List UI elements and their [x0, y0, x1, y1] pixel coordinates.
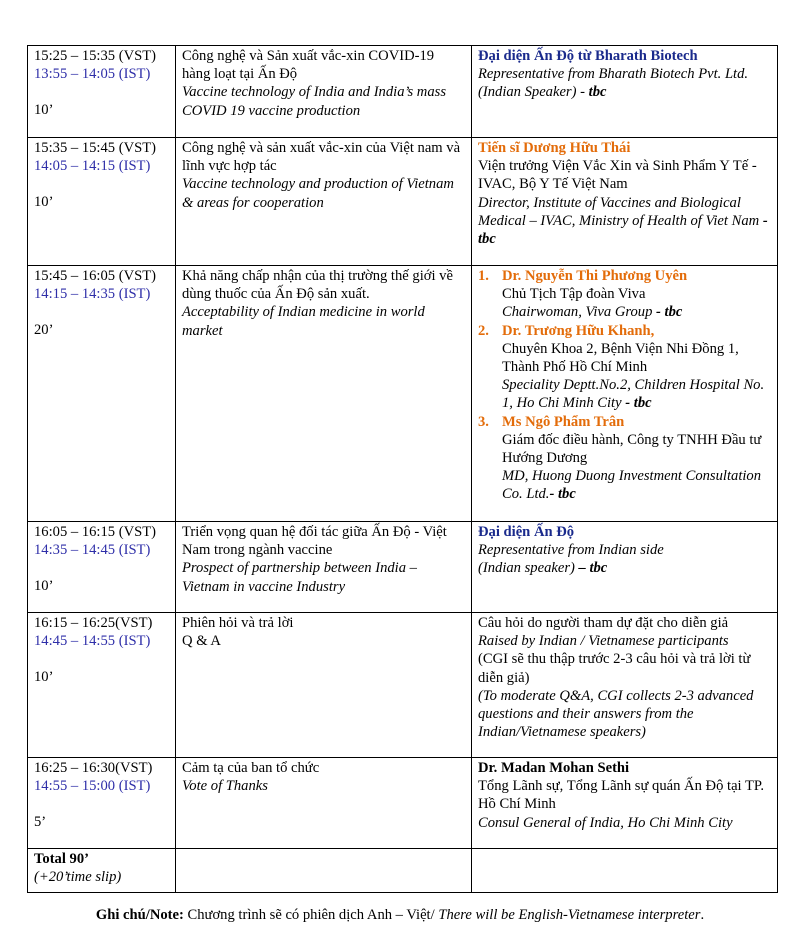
- note-text-en: There will be English-Vietnamese interpreter: [438, 907, 701, 923]
- speaker-vi: Tổng Lãnh sự, Tổng Lãnh sự quán Ấn Độ tại TP. Hồ Chí Minh: [478, 778, 765, 813]
- time-cell: [28, 758, 176, 849]
- agenda-row: [28, 613, 778, 758]
- topic-vi: Phiên hỏi và trả lời: [182, 615, 294, 631]
- tbc-label: - tbc: [625, 395, 652, 412]
- speaker-en: Consul General of India, Ho Chi Minh City: [478, 814, 733, 831]
- topic-vi: Cảm tạ của ban tổ chức: [182, 760, 320, 776]
- tbc-label: -tbc: [478, 212, 768, 248]
- ist-time: 14:15 – 14:35 (IST): [34, 286, 151, 303]
- duration: 5’: [34, 814, 47, 831]
- ist-time: 14:35 – 14:45 (IST): [34, 542, 151, 559]
- time-cell: [28, 266, 176, 522]
- speaker-vi: Chủ Tịch Tập đoàn Viva: [502, 286, 646, 303]
- speaker-item: [478, 413, 771, 504]
- time-slip: (+20’time slip): [34, 869, 122, 886]
- speaker-list: [478, 267, 771, 504]
- duration: 10’: [34, 102, 54, 119]
- note-colon: :: [179, 907, 184, 923]
- topic-en: Acceptability of Indian medicine in world market: [182, 304, 425, 339]
- duration: 10’: [34, 669, 54, 686]
- vst-time: 15:35 – 15:45 (VST): [34, 140, 157, 156]
- speaker-name: Dr. Madan Mohan Sethi: [478, 760, 630, 776]
- speaker-en: Representative from Bharath Biotech Pvt. Ltd.: [478, 66, 749, 83]
- topic-en: Vote of Thanks: [182, 778, 268, 795]
- vst-time: 15:45 – 16:05 (VST): [34, 268, 157, 284]
- empty-cell: [472, 849, 778, 893]
- vst-time: 16:25 – 16:30(VST): [34, 760, 153, 776]
- topic-vi: Triển vọng quan hệ đối tác giữa Ấn Độ - Việt Nam trong ngành vaccine: [182, 524, 447, 559]
- speaker-en: Chairwoman, Viva Group: [502, 304, 657, 321]
- ist-time: 14:05 – 14:15 (IST): [34, 158, 151, 175]
- vst-time: 16:15 – 16:25(VST): [34, 615, 153, 631]
- speaker-cell: [472, 266, 778, 522]
- speaker-vi: (CGI sẽ thu thập trước 2-3 câu hỏi và trả lời từ diễn giả): [478, 651, 751, 686]
- speaker-vi: Viện trưởng Viện Vắc Xin và Sinh Phẩm Y Tế - IVAC, Bộ Y Tế Việt Nam: [478, 158, 757, 193]
- time-cell: [28, 522, 176, 613]
- topic-en: Vaccine technology of India and India’s mass COVID 19 vaccine production: [182, 84, 446, 119]
- empty-cell: [176, 849, 472, 893]
- vst-time: 16:05 – 16:15 (VST): [34, 524, 157, 540]
- note-label: [96, 907, 184, 923]
- speaker-name: Dr. Nguyễn Thi Phương Uyên: [502, 268, 688, 284]
- topic-cell: [176, 613, 472, 758]
- speaker-en: Raised by Indian / Vietnamese participants: [478, 633, 729, 650]
- speaker-cell: [472, 138, 778, 266]
- duration: 10’: [34, 578, 54, 595]
- vst-time: 15:25 – 15:35 (VST): [34, 48, 157, 64]
- speaker-name: Dr. Trương Hữu Khanh,: [502, 322, 655, 339]
- speaker-number: 2.: [478, 322, 489, 339]
- tbc-label: - tbc: [656, 304, 683, 321]
- speaker-en: Speciality Deptt.No.2, Children Hospital No. 1, Ho Chi Minh City: [502, 377, 765, 412]
- agenda-row: [28, 46, 778, 138]
- speaker-name: Ms Ngô Phẩm Trân: [502, 413, 625, 430]
- speaker-cell: [472, 522, 778, 613]
- speaker-vi: Chuyên Khoa 2, Bệnh Viện Nhi Đồng 1, Thành Phố Hồ Chí Minh: [502, 340, 739, 376]
- topic-cell: [176, 522, 472, 613]
- topic-cell: [176, 758, 472, 849]
- topic-en: Q & A: [182, 633, 221, 650]
- tbc-label: – tbc: [578, 560, 608, 577]
- speaker-cell: [472, 46, 778, 138]
- speaker-en: (Indian speaker): [478, 560, 579, 577]
- total-label: Total 90’: [34, 851, 90, 867]
- ist-time: 13:55 – 14:05 (IST): [34, 66, 151, 83]
- agenda-row: [28, 266, 778, 522]
- topic-vi: Công nghệ và sản xuất vắc-xin của Việt nam và lĩnh vực hợp tác: [182, 140, 461, 175]
- speaker-en: MD, Huong Duong Investment Consultation Co. Ltd.: [502, 468, 762, 503]
- speaker-en: Representative from Indian side: [478, 542, 664, 559]
- topic-cell: [176, 46, 472, 138]
- speaker-vi: Giám đốc điều hành, Công ty TNHH Đầu tư Hướng Dương: [502, 431, 762, 467]
- speaker-item: [478, 322, 771, 413]
- topic-vi: Công nghệ và Sản xuất vắc-xin COVID-19 hàng loạt tại Ấn Độ: [182, 48, 435, 83]
- speaker-en: (Indian Speaker) -: [478, 84, 589, 101]
- agenda-row: [28, 138, 778, 266]
- speaker-en: (To moderate Q&A, CGI collects 2-3 advanced questions and their answers from the Indian/Vietnamese speakers): [478, 687, 754, 741]
- total-cell: [28, 849, 176, 893]
- duration: 10’: [34, 194, 54, 211]
- duration: 20’: [34, 322, 54, 339]
- speaker-name: Tiến sĩ Dương Hữu Thái: [478, 140, 631, 156]
- topic-vi: Khả năng chấp nhận của thị trường thế giới về dùng thuốc của Ấn Độ sản xuất.: [182, 268, 453, 303]
- speaker-vi: Câu hỏi do người tham dự đặt cho diễn giả: [478, 615, 729, 631]
- speaker-name: Đại diện Ấn Độ: [478, 524, 575, 540]
- topic-cell: [176, 266, 472, 522]
- speaker-number: 1.: [478, 268, 489, 284]
- topic-en: Prospect of partnership between India – Vietnam in vaccine Industry: [182, 560, 417, 595]
- note-label-text: Ghi chú/Note: [95, 907, 179, 923]
- tbc-label: tbc: [588, 84, 607, 101]
- agenda-row: [28, 758, 778, 849]
- speaker-cell: [472, 613, 778, 758]
- note-period: .: [700, 907, 705, 923]
- tbc-label: - tbc: [549, 486, 576, 503]
- total-row: [28, 849, 778, 893]
- topic-en: Vaccine technology and production of Vietnam & areas for cooperation: [182, 176, 454, 211]
- topic-cell: [176, 138, 472, 266]
- time-cell: [28, 613, 176, 758]
- time-cell: [28, 46, 176, 138]
- speaker-item: [478, 267, 771, 322]
- speaker-number: 3.: [478, 413, 489, 430]
- note-text-vi: Chương trình sẽ có phiên dịch Anh – Việt/: [183, 907, 439, 923]
- speaker-name: Đại diện Ấn Độ từ Bharath Biotech: [478, 48, 698, 64]
- footer-note: [0, 906, 800, 924]
- time-cell: [28, 138, 176, 266]
- speaker-cell: [472, 758, 778, 849]
- ist-time: 14:45 – 14:55 (IST): [34, 633, 151, 650]
- agenda-row: [28, 522, 778, 613]
- agenda-table: [27, 45, 778, 893]
- speaker-en: Director, Institute of Vaccines and Biological Medical – IVAC, Ministry of Health of Viet Nam: [478, 194, 763, 229]
- ist-time: 14:55 – 15:00 (IST): [34, 778, 151, 795]
